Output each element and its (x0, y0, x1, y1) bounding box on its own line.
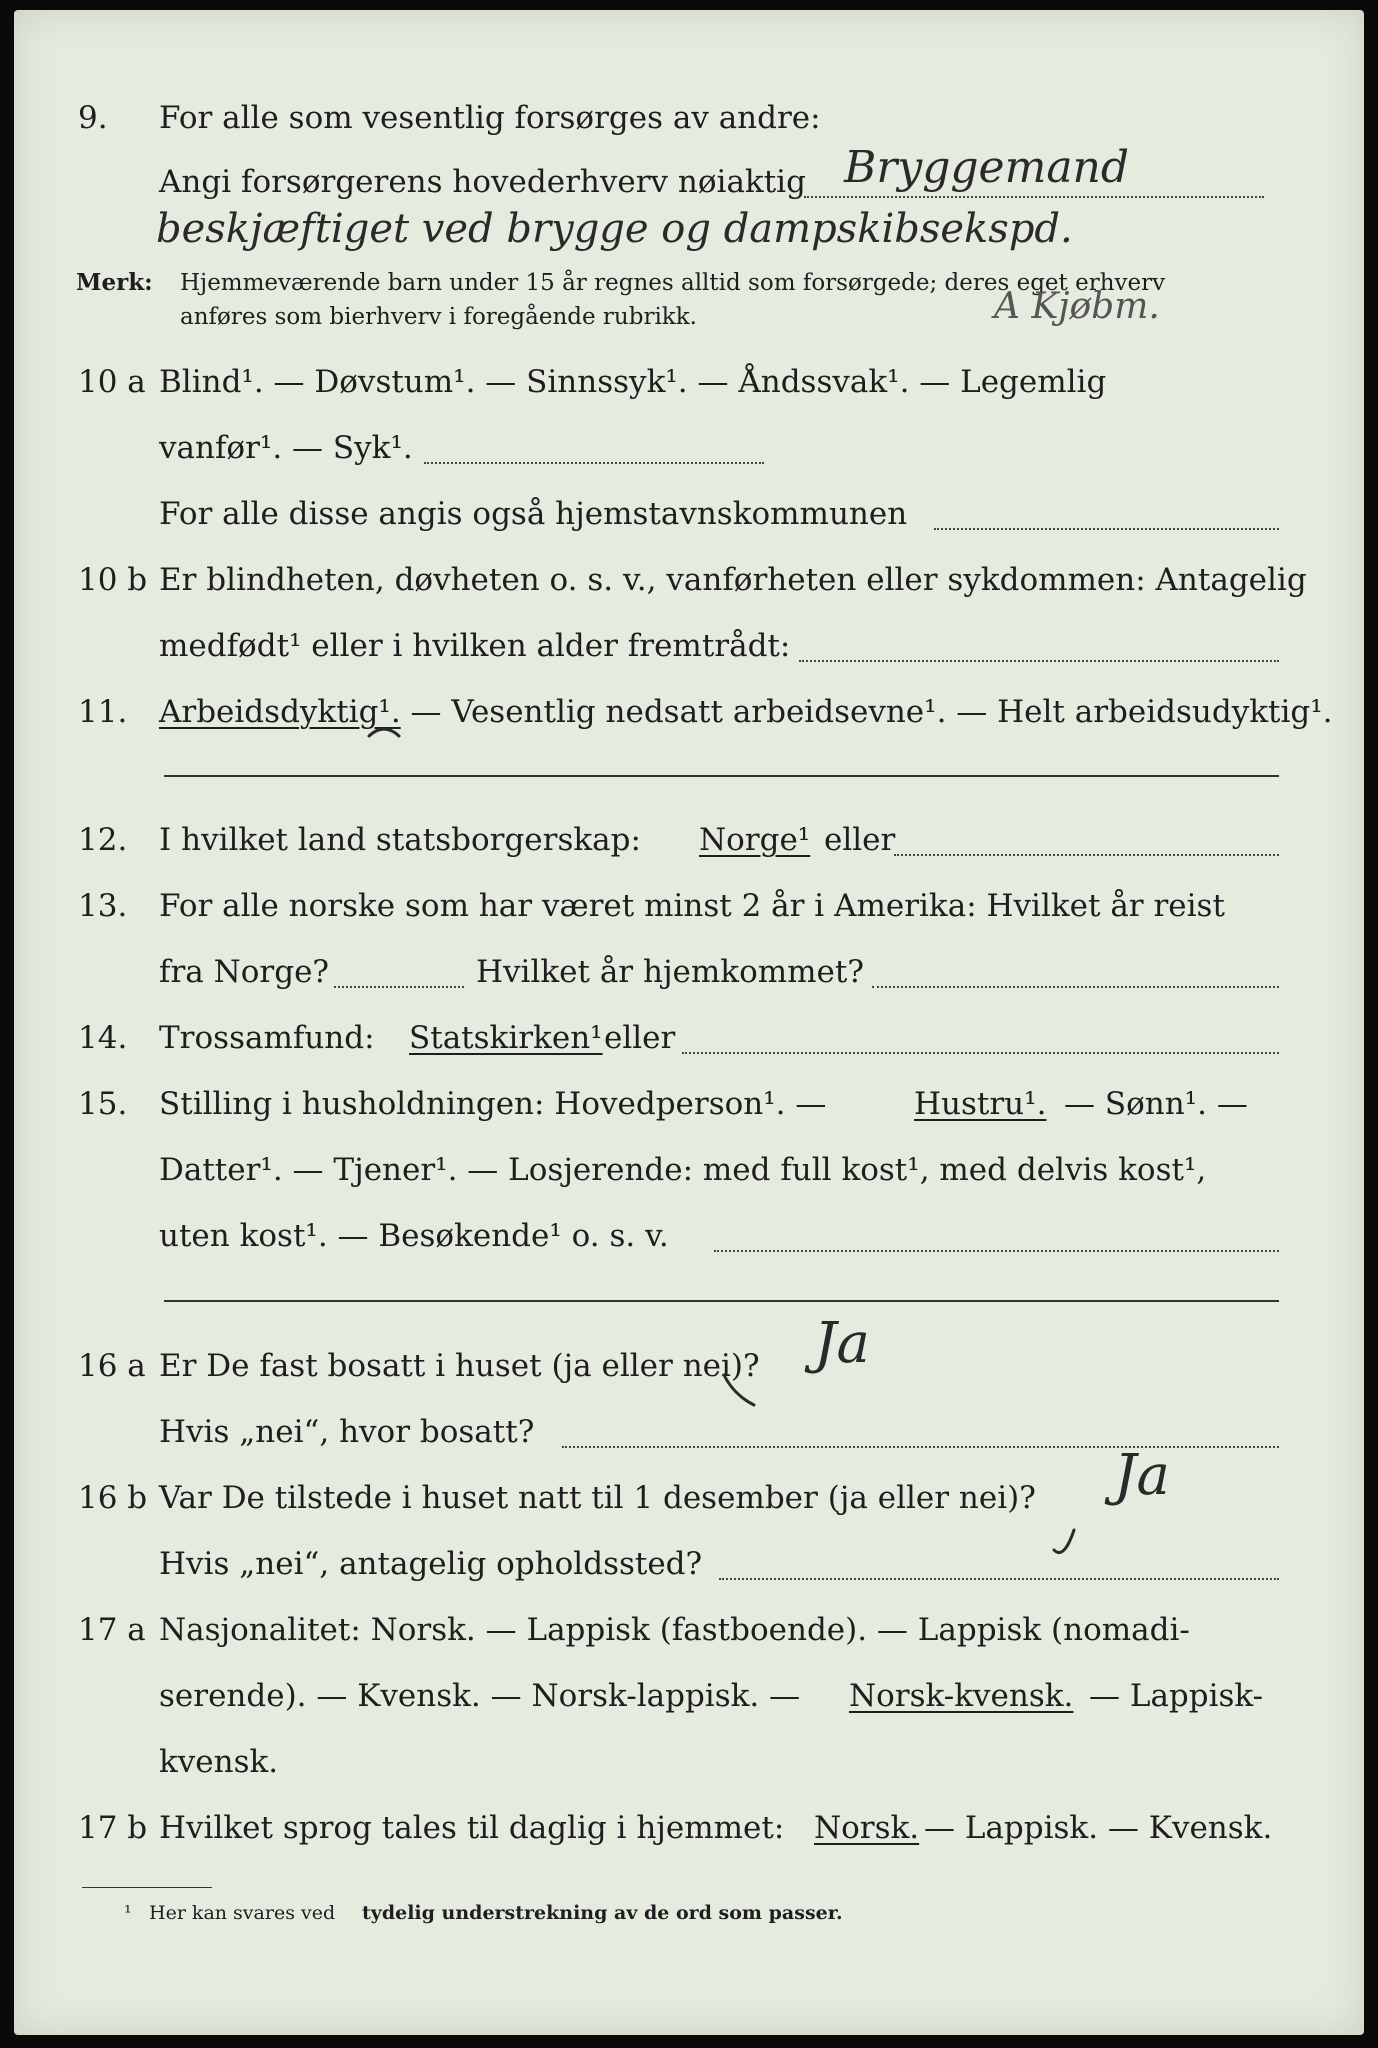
q14-selected-option[interactable]: Statskirken¹ (409, 1020, 603, 1056)
q12-eller: eller (824, 822, 896, 858)
q17a-options-2: serende). — Kvensk. — Norsk-lappisk. — (159, 1678, 801, 1714)
q12-selected-option[interactable]: Norge¹ (699, 822, 811, 858)
q11-number: 11. (78, 694, 128, 730)
q11-check-mark (369, 729, 399, 736)
q15-option-sonn: — Sønn¹. — (1064, 1086, 1248, 1122)
q12-number: 12. (78, 822, 128, 858)
q15-selected-option[interactable]: Hustru¹. (914, 1086, 1047, 1122)
q17b-question: Hvilket sprog tales til daglig i hjemmet: (159, 1810, 785, 1846)
footnote-text: Her kan svares ved (149, 1902, 336, 1924)
q9-subquestion: Angi forsørgerens hovederhverv nøiaktig (159, 164, 806, 200)
merk-handwritten-annotation: A Kjøbm. (994, 286, 1160, 327)
q14-question: Trossamfund: (159, 1020, 375, 1056)
q14-number: 14. (78, 1020, 128, 1056)
q17b-number: 17 b (78, 1810, 148, 1846)
q10a-options: Blind¹. — Døvstum¹. — Sinnssyk¹. — Åndssvak¹. — Legemlig (159, 364, 1107, 400)
merk-text-2: anføres som bierhverv i foregående rubrikk. (180, 304, 697, 330)
q10b-number: 10 b (78, 562, 148, 598)
q15-question: Stilling i husholdningen: Hovedperson¹. — (159, 1086, 827, 1122)
q17a-options-4: kvensk. (159, 1744, 279, 1780)
q9-number: 9. (78, 100, 108, 136)
q10a-options-2: vanfør¹. — Syk¹. (159, 430, 413, 466)
q16b-ja-tail (1054, 1530, 1074, 1553)
footnote-mark: ¹ (124, 1902, 132, 1924)
q10b-question-2: medfødt¹ eller i hvilken alder fremtrådt: (159, 628, 791, 664)
q9-handwritten-detail: beskjæftiget ved brygge og dampskibsekspd. (156, 206, 1073, 252)
q17a-selected-option[interactable]: Norsk-kvensk. (849, 1678, 1074, 1714)
q16b-followup: Hvis „nei“, antagelig opholdssted? (159, 1546, 703, 1582)
q16a-ja-tail (724, 1375, 754, 1405)
merk-label: Merk: (76, 269, 153, 296)
q9-question: For alle som vesentlig forsørges av andre: (159, 100, 821, 136)
q11-selected-option[interactable]: Arbeidsdyktig¹. (159, 694, 401, 730)
q16a-number: 16 a (78, 1348, 146, 1384)
q17b-selected-option[interactable]: Norsk. (814, 1810, 920, 1846)
q17a-options-1: Nasjonalitet: Norsk. — Lappisk (fastboende). — Lappisk (nomadi- (159, 1612, 1190, 1648)
census-form-page (14, 10, 1364, 2035)
q15-options-3: uten kost¹. — Besøkende¹ o. s. v. (159, 1218, 669, 1254)
q13-number: 13. (78, 888, 128, 924)
q13-reist-label: fra Norge? (159, 954, 330, 990)
q13-question: For alle norske som har været minst 2 år i Amerika: Hvilket år reist (159, 888, 1225, 924)
footnote-bold-text: tydelig understrekning av de ord som passer. (362, 1902, 843, 1924)
q16a-question: Er De fast bosatt i huset (ja eller nei)? (159, 1348, 760, 1384)
q10a-hjemstavn: For alle disse angis også hjemstavnskommunen (159, 496, 908, 532)
q11-other-options: — Vesentlig nedsatt arbeidsevne¹. — Helt arbeidsudyktig¹. (400, 694, 1333, 730)
q14-eller: eller (604, 1020, 676, 1056)
q16b-handwritten-answer: Ja (1114, 1443, 1170, 1508)
q17b-other-options: — Lappisk. — Kvensk. (924, 1810, 1273, 1846)
q16b-question: Var De tilstede i huset natt til 1 desember (ja eller nei)? (159, 1480, 1036, 1516)
q12-question: I hvilket land statsborgerskap: (159, 822, 641, 858)
q15-options-2: Datter¹. — Tjener¹. — Losjerende: med full kost¹, med delvis kost¹, (159, 1152, 1207, 1188)
q13-hjemkommet-label: Hvilket år hjemkommet? (476, 954, 864, 990)
merk-text-1: Hjemmeværende barn under 15 år regnes alltid som forsørgede; deres eget erhverv (180, 270, 1166, 296)
q16a-handwritten-answer: Ja (814, 1311, 870, 1376)
q17a-number: 17 a (78, 1612, 146, 1648)
q16a-followup: Hvis „nei“, hvor bosatt? (159, 1414, 535, 1450)
q10a-number: 10 a (78, 364, 146, 400)
q16b-number: 16 b (78, 1480, 148, 1516)
q17a-options-3: — Lappisk- (1089, 1678, 1264, 1714)
q9-handwritten-occupation: Bryggemand (844, 142, 1130, 193)
q15-number: 15. (78, 1086, 128, 1122)
q10b-question: Er blindheten, døvheten o. s. v., vanførheten eller sykdommen: Antagelig (159, 562, 1307, 598)
handwriting-strokes (14, 10, 1364, 2035)
